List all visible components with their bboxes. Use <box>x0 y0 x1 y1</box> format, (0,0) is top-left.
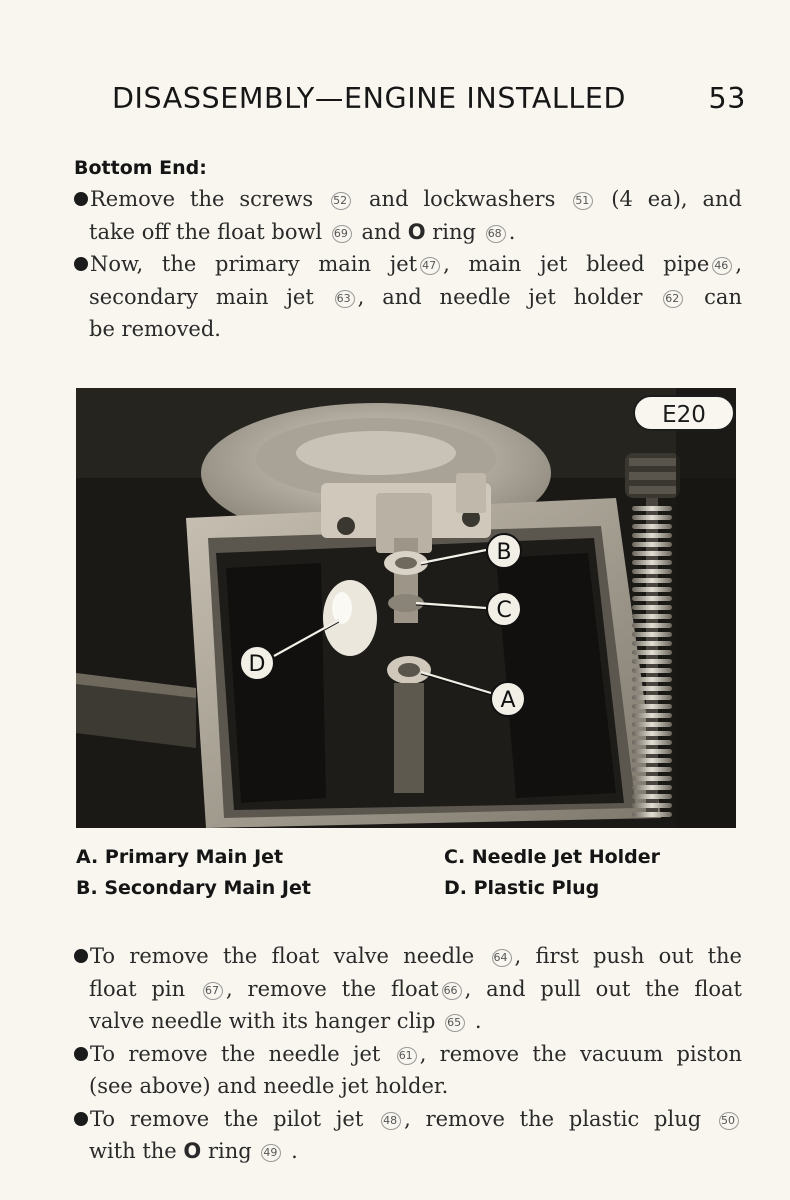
section-heading: Bottom End: <box>74 157 207 179</box>
svg-text:D: D <box>248 652 266 677</box>
carburetor-photo <box>76 388 736 828</box>
reference-number: 47 <box>420 257 440 275</box>
spring-coil <box>632 506 672 817</box>
legend-item-d: D. Plastic Plug <box>444 877 600 899</box>
bullet-icon <box>74 192 88 206</box>
callout-c <box>487 592 521 626</box>
text-line: be removed. <box>89 317 221 341</box>
callout-d <box>240 646 274 680</box>
text-line: valve needle with its hanger clip 65 . <box>89 1009 482 1033</box>
reference-number: 51 <box>573 192 593 210</box>
text-line: To remove the needle jet 61 , remove the vacuum piston <box>74 1038 742 1071</box>
reference-number: 49 <box>261 1144 281 1162</box>
text-line: Remove the screws 52 and lockwashers 51 (4 ea), and <box>74 183 742 216</box>
bullet-icon <box>74 949 88 963</box>
legend-item-a: A. Primary Main Jet <box>76 846 284 868</box>
text-line: take off the float bowl 69 and O ring 68 . <box>89 219 516 244</box>
reference-number: 65 <box>445 1014 465 1032</box>
text-line: secondary main jet 63 , and needle jet holder 62 can <box>89 284 742 309</box>
reference-number: 61 <box>397 1047 417 1065</box>
reference-number: 52 <box>331 192 351 210</box>
text-line: To remove the pilot jet 48 , remove the plastic plug 50 <box>74 1103 742 1136</box>
bullet-icon <box>74 1112 88 1126</box>
svg-text:B: B <box>496 540 512 565</box>
figure-label <box>634 396 734 430</box>
reference-number: 66 <box>442 982 462 1000</box>
reference-number: 62 <box>663 290 683 308</box>
text-line: with the O ring 49 . <box>89 1139 298 1163</box>
legend-item-c: C. Needle Jet Holder <box>444 846 661 868</box>
reference-number: 50 <box>719 1112 739 1130</box>
svg-text:E20: E20 <box>662 402 706 428</box>
svg-text:C: C <box>496 598 512 623</box>
bullet-icon <box>74 1047 88 1061</box>
text-line: (see above) and needle jet holder. <box>89 1074 449 1098</box>
text-line: Now, the primary main jet 47 , main jet bleed pipe 46 , <box>74 248 742 281</box>
text-line: float pin 67 , remove the float 66 , and pull out the float <box>89 976 742 1001</box>
reference-number: 68 <box>486 225 506 243</box>
reference-number: 46 <box>712 257 732 275</box>
bullet-icon <box>74 257 88 271</box>
float-and-jet-instructions <box>74 940 742 1168</box>
text-line: To remove the float valve needle 64 , first push out the <box>74 940 742 973</box>
reference-number: 67 <box>203 982 223 1000</box>
bottom-end-instructions <box>74 183 742 346</box>
reference-number: 63 <box>335 290 355 308</box>
reference-number: 48 <box>381 1112 401 1130</box>
page-header <box>112 82 752 115</box>
page-number: 53 <box>708 82 746 115</box>
svg-text:A: A <box>500 688 516 713</box>
legend-item-b: B. Secondary Main Jet <box>76 877 311 899</box>
callout-b <box>487 534 521 568</box>
page-title: DISASSEMBLY—ENGINE INSTALLED <box>112 82 627 115</box>
reference-number: 69 <box>332 225 352 243</box>
reference-number: 64 <box>492 949 512 967</box>
callout-a <box>491 682 525 716</box>
